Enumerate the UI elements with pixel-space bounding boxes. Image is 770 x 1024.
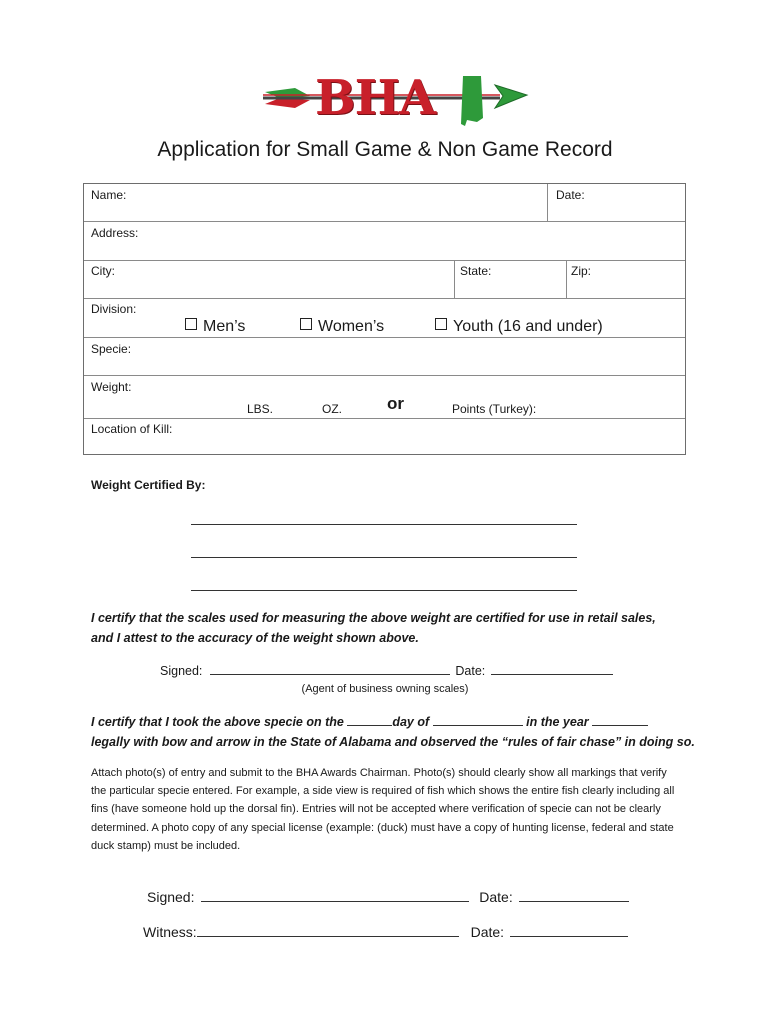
name-field[interactable]: Name:: [91, 188, 127, 202]
scale-signature-line[interactable]: [210, 662, 450, 675]
location-of-kill-field[interactable]: Location of Kill:: [91, 422, 173, 436]
witness-signature-line[interactable]: [197, 922, 459, 937]
final-date-line[interactable]: [519, 887, 629, 902]
witness-label: Witness:: [143, 924, 197, 940]
lbs-field[interactable]: LBS.: [247, 402, 274, 416]
or-label: or: [387, 394, 404, 413]
final-date-label: Date:: [479, 889, 513, 905]
scale-date-line[interactable]: [491, 662, 613, 675]
division-womens-label: Women’s: [318, 318, 385, 335]
division-womens-checkbox[interactable]: [300, 318, 384, 336]
division-youth-label: Youth (16 and under): [453, 318, 603, 335]
division-mens-checkbox[interactable]: [185, 318, 245, 336]
checkbox-icon: [435, 318, 447, 330]
city-field[interactable]: City:: [91, 264, 115, 278]
checkbox-icon: [300, 318, 312, 330]
witness-date-label: Date:: [470, 924, 505, 940]
hunter-certification-statement: [91, 712, 695, 752]
state-field[interactable]: State:: [460, 264, 492, 278]
month-field[interactable]: [433, 713, 523, 726]
division-youth-checkbox[interactable]: [435, 318, 603, 336]
division-label: Division:: [91, 302, 137, 316]
date-field[interactable]: Date:: [556, 188, 585, 202]
witness-date-line[interactable]: [510, 922, 628, 937]
weight-label: Weight:: [91, 380, 132, 394]
agent-note: (Agent of business owning scales): [301, 683, 469, 695]
final-signed-label: Signed:: [147, 889, 195, 905]
hunter-cert-text-3: in the year: [526, 715, 589, 729]
certifier-line-1[interactable]: [191, 524, 577, 525]
address-field[interactable]: Address:: [91, 226, 139, 240]
logo-text: BHA: [315, 70, 436, 126]
oz-field[interactable]: OZ.: [322, 402, 342, 416]
instructions-paragraph: Attach photo(s) of entry and submit to the BHA Awards Chairman. Photo(s) should clearly show all markings that verify the particular specie entered. For example, a side view is required of fish which shows the entire fish clearly including all fins (have someone hold up the dorsal fin). Entries will not be accepted where verification of specie can not be clearly determined. A photo copy of any special license (example: (duck) must have a copy of hunting license, federal and state duck stamp) must be included.: [91, 767, 675, 852]
scale-certification-statement: I certify that the scales used for measuring the above weight are certified for use in retail sales, and I attest to the accuracy of the weight shown above.: [91, 611, 656, 645]
scale-signed-label: Signed:: [160, 664, 203, 678]
final-signature-row: [147, 887, 629, 905]
hunter-cert-text-2: day of: [392, 715, 430, 729]
hunter-cert-text-1: I certify that I took the above specie on the: [91, 715, 344, 729]
scale-date-label: Date:: [455, 664, 486, 678]
checkbox-icon: [185, 318, 197, 330]
day-field[interactable]: [347, 713, 392, 726]
points-turkey-field[interactable]: Points (Turkey):: [452, 402, 537, 416]
final-signature-line[interactable]: [201, 887, 469, 902]
hunter-cert-text-4: legally with bow and arrow in the State of Alabama and observed the “rules of fair chase” in doing so.: [91, 735, 695, 749]
record-form-table: [83, 183, 686, 455]
zip-field[interactable]: Zip:: [571, 264, 592, 278]
witness-row: [143, 922, 628, 940]
weight-certified-heading: Weight Certified By:: [91, 478, 206, 492]
specie-field[interactable]: Specie:: [91, 342, 132, 356]
page-title: Application for Small Game & Non Game Record: [157, 138, 613, 161]
certifier-line-2[interactable]: [191, 557, 577, 558]
year-field[interactable]: [592, 713, 648, 726]
certifier-line-3[interactable]: [191, 590, 577, 591]
division-mens-label: Men’s: [203, 318, 246, 335]
scale-signature-row: [160, 662, 613, 678]
